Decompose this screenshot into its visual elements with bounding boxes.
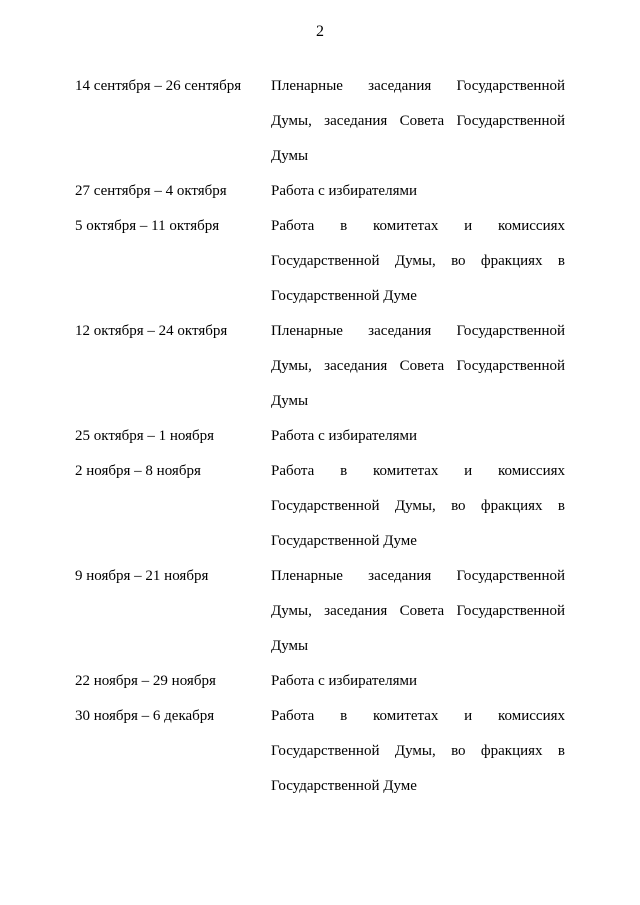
schedule-description xyxy=(271,174,565,209)
schedule-date: 2 ноября – 8 ноября xyxy=(75,463,201,479)
schedule-row xyxy=(75,174,565,209)
description-line: Государственной Думы, во фракциях в xyxy=(271,253,565,269)
schedule-description xyxy=(271,209,565,314)
schedule-row xyxy=(75,664,565,699)
schedule-description xyxy=(271,699,565,804)
schedule-row xyxy=(75,69,565,174)
schedule-description xyxy=(271,664,565,699)
description-line: Думы, заседания Совета Государственной xyxy=(271,358,565,374)
description-line: Государственной Думе xyxy=(271,778,417,794)
schedule-date: 30 ноября – 6 декабря xyxy=(75,708,215,724)
schedule-date: 9 ноября – 21 ноября xyxy=(75,568,209,584)
description-line: Государственной Думы, во фракциях в xyxy=(271,743,565,759)
description-line: Думы xyxy=(271,393,309,409)
schedule-description xyxy=(271,314,565,419)
schedule-row xyxy=(75,559,565,664)
description-line: Работа в комитетах и комиссиях xyxy=(271,708,565,724)
schedule-date: 14 сентября – 26 сентября xyxy=(75,78,242,94)
schedule-row xyxy=(75,454,565,559)
schedule-date: 25 октября – 1 ноября xyxy=(75,428,215,444)
schedule-description xyxy=(271,559,565,664)
page-number: 2 xyxy=(316,23,324,40)
description-line: Пленарные заседания Государственной xyxy=(271,78,565,94)
description-line: Государственной Думе xyxy=(271,533,417,549)
description-line: Государственной Думе xyxy=(271,288,417,304)
schedule-date: 27 сентября – 4 октября xyxy=(75,183,227,199)
description-line: Пленарные заседания Государственной xyxy=(271,323,565,339)
description-line: Думы xyxy=(271,638,309,654)
description-line: Работа в комитетах и комиссиях xyxy=(271,218,565,234)
description-line: Работа с избирателями xyxy=(271,428,417,444)
description-line: Пленарные заседания Государственной xyxy=(271,568,565,584)
schedule-row xyxy=(75,699,565,804)
description-line: Думы, заседания Совета Государственной xyxy=(271,603,565,619)
schedule-row xyxy=(75,419,565,454)
schedule-table xyxy=(75,69,565,804)
schedule-description xyxy=(271,69,565,174)
schedule-date: 5 октября – 11 октября xyxy=(75,218,220,234)
schedule-date: 12 октября – 24 октября xyxy=(75,323,228,339)
schedule-description xyxy=(271,454,565,559)
schedule-row xyxy=(75,209,565,314)
description-line: Работа в комитетах и комиссиях xyxy=(271,463,565,479)
description-line: Работа с избирателями xyxy=(271,183,417,199)
schedule-date: 22 ноября – 29 ноября xyxy=(75,673,216,689)
schedule-description xyxy=(271,419,565,454)
description-line: Государственной Думы, во фракциях в xyxy=(271,498,565,514)
description-line: Работа с избирателями xyxy=(271,673,417,689)
description-line: Думы xyxy=(271,148,309,164)
schedule-row xyxy=(75,314,565,419)
description-line: Думы, заседания Совета Государственной xyxy=(271,113,565,129)
